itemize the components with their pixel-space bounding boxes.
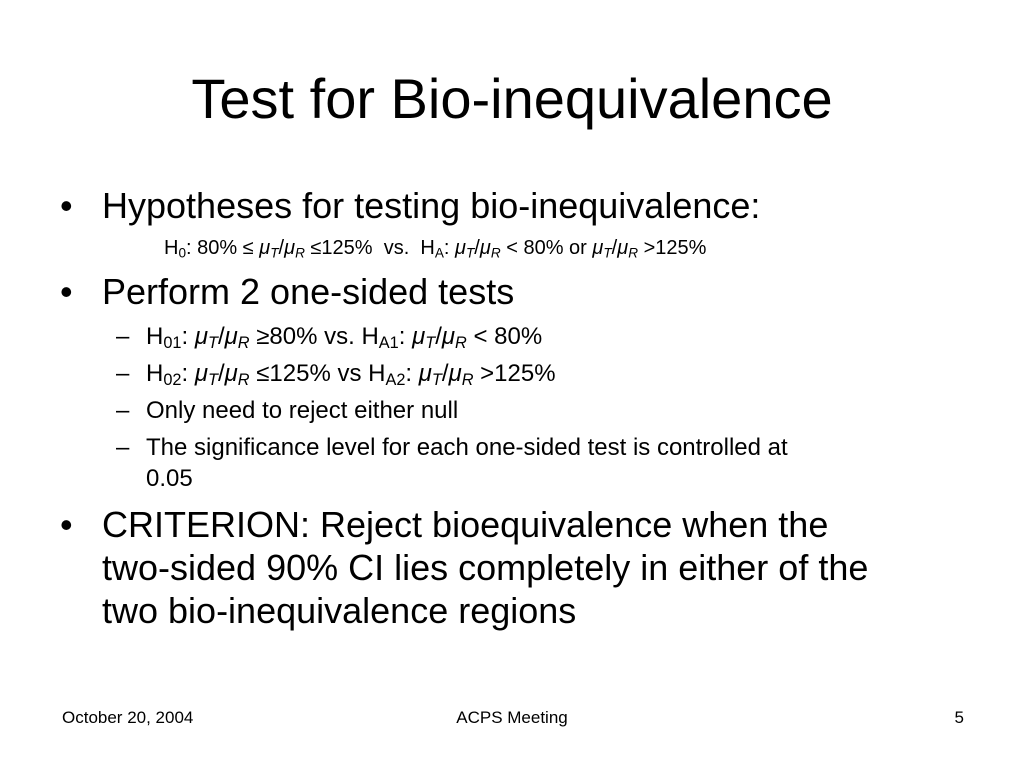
bullet-marker: • [60, 271, 73, 312]
formula-subscript: A1 [378, 334, 399, 353]
formula-text: < 80% or [500, 237, 593, 259]
formula-text: H [164, 237, 179, 259]
formula-mu: μ [592, 237, 604, 259]
formula-mu: μ [224, 323, 238, 350]
footer-date: October 20, 2004 [62, 708, 194, 727]
formula-mu: μ [224, 360, 238, 387]
formula-subscript: R [295, 245, 305, 261]
formula-text: / [441, 360, 449, 387]
sub-bullet-significance-cont [146, 464, 193, 494]
formula-mu: μ [455, 237, 466, 259]
bullet-criterion-cont1 [102, 548, 868, 588]
formula-subscript: R [237, 334, 250, 353]
formula-subscript: T [431, 371, 442, 390]
bullet-text-line3: two bio-inequivalence regions [102, 590, 577, 631]
formula-text: ≤125% vs. H [304, 237, 435, 259]
formula-text: ≥80% vs. H [249, 323, 379, 350]
formula-text: >125% [473, 360, 556, 387]
formula-subscript: T [270, 245, 279, 261]
formula-text: : 80% ≤ [186, 237, 260, 259]
formula-text: >125% [638, 237, 707, 259]
bullet-text-line1: CRITERION: Reject bioequivalence when the [102, 504, 829, 545]
formula-text: H [146, 323, 164, 350]
dash-marker: – [116, 434, 130, 461]
formula-mu: μ [194, 360, 208, 387]
formula-subscript: T [603, 245, 612, 261]
formula-subscript: 01 [163, 334, 182, 353]
formula-mu: μ [418, 360, 432, 387]
formula-subscript: T [208, 334, 218, 353]
formula-text: / [474, 237, 480, 259]
bullet-marker: • [60, 185, 73, 226]
formula-text: : [181, 323, 195, 350]
footer-meeting: ACPS Meeting [456, 708, 568, 727]
formula-subscript: R [490, 245, 501, 261]
bullet-text-line2: two-sided 90% CI lies completely in either of the [102, 547, 869, 588]
formula-text: : [398, 323, 413, 350]
sub-bullet-content [146, 359, 556, 389]
formula-text: : [443, 237, 456, 259]
bullet-text: Perform 2 one-sided tests [102, 271, 515, 312]
formula-subscript: 0 [178, 245, 187, 261]
formula-text: < 80% [466, 323, 543, 350]
formula-subscript: R [455, 334, 467, 353]
formula-text: / [278, 237, 285, 259]
formula-mu: μ [441, 323, 456, 350]
bullet-marker: • [60, 504, 73, 545]
formula-text: / [217, 360, 225, 387]
formula-subscript: T [465, 245, 475, 261]
formula-text: : [181, 360, 195, 387]
sub-bullet-content [146, 322, 542, 352]
formula-subscript: R [237, 371, 250, 390]
formula-text: / [435, 323, 442, 350]
formula-subscript: R [628, 245, 639, 261]
formula-text: ≤125% vs H [249, 360, 386, 387]
formula-mu: μ [479, 237, 491, 259]
formula-mu: μ [284, 237, 296, 259]
formula-mu: μ [194, 323, 208, 350]
formula-subscript: R [461, 371, 474, 390]
formula-text: / [611, 237, 618, 259]
bullet-text: Hypotheses for testing bio-inequivalence: [102, 185, 761, 226]
formula-subscript: 02 [163, 371, 182, 390]
dash-marker: – [116, 360, 130, 387]
formula-subscript: T [208, 371, 218, 390]
formula-subscript: A2 [385, 371, 406, 390]
sub-bullet-text: Only need to reject either null [146, 397, 459, 424]
sub-bullet-text-line1: The significance level for each one-sided test is controlled at [146, 434, 788, 461]
bullet-criterion-cont2 [102, 591, 576, 631]
dash-marker: – [116, 397, 130, 424]
formula-subscript: T [425, 334, 436, 353]
formula-mu: μ [259, 237, 271, 259]
slide-title: Test for Bio-inequivalence [191, 67, 833, 130]
formula-text: : [405, 360, 419, 387]
formula-text: / [217, 323, 225, 350]
null-hypothesis-formula [164, 236, 706, 260]
sub-bullet-text-line2: 0.05 [146, 465, 193, 492]
formula-mu: μ [617, 237, 629, 259]
formula-mu: μ [412, 323, 426, 350]
footer-page-number: 5 [954, 708, 964, 727]
dash-marker: – [116, 323, 130, 350]
formula-text: H [146, 360, 164, 387]
formula-mu: μ [448, 360, 462, 387]
formula-subscript: A [434, 245, 444, 261]
